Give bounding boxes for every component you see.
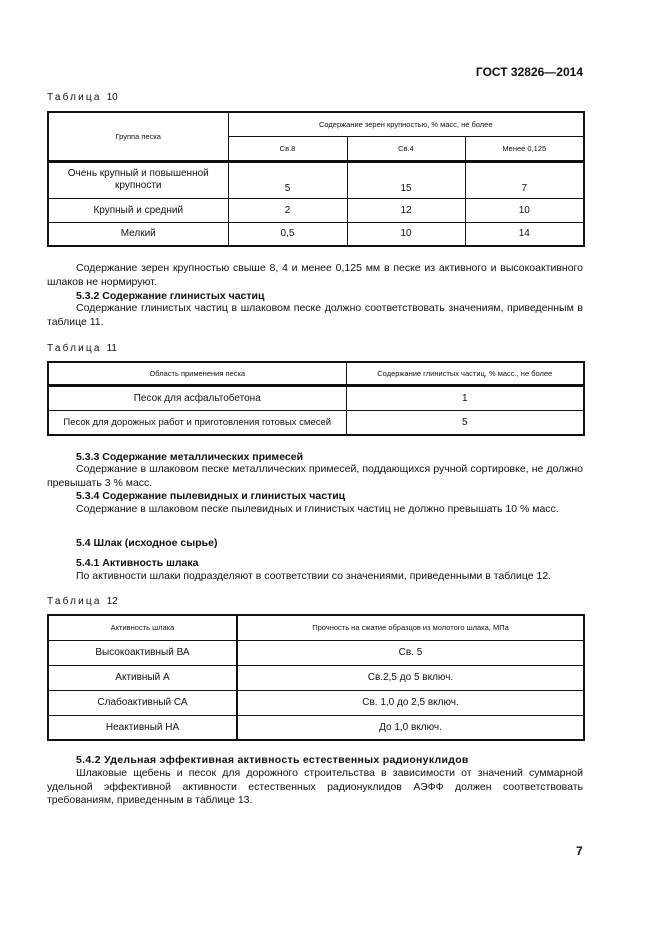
table-caption-word: Таблица: [47, 596, 102, 607]
activity-cell: Активный А: [48, 665, 237, 690]
strength-cell: Св.2,5 до 5 включ.: [237, 665, 584, 690]
value-cell: 7: [465, 161, 584, 198]
value-cell: 2: [228, 198, 347, 222]
header-over-8: Св.8: [228, 136, 347, 161]
strength-cell: Св. 5: [237, 640, 584, 665]
paragraph-5-4-1: По активности шлаки подразделяют в соответствии со значениями, приведенными в таблице 12.: [76, 570, 552, 582]
table-10-caption: [47, 92, 118, 103]
header-application-area: Область применения песка: [48, 362, 346, 385]
table-12-caption: [47, 596, 118, 607]
value-cell: 1: [346, 385, 584, 410]
table-row: [48, 410, 584, 435]
application-cell: Песок для дорожных работ и приготовления готовых смесей: [48, 410, 346, 435]
table-12: [47, 614, 585, 741]
table-caption-word: Таблица: [47, 343, 102, 354]
table-row: [48, 198, 584, 222]
value-cell: 10: [465, 198, 584, 222]
activity-cell: Высокоактивный ВА: [48, 640, 237, 665]
table-11: [47, 361, 585, 436]
heading-5-3-2: 5.3.2 Содержание глинистых частиц: [76, 290, 265, 302]
heading-5-4-1: 5.4.1 Активность шлака: [76, 557, 199, 569]
heading-5-4-2: 5.4.2 Удельная эффективная активность естественных радионуклидов: [76, 754, 469, 766]
heading-5-4: 5.4 Шлак (исходное сырье): [76, 537, 218, 549]
header-slag-activity: Активность шлака: [48, 615, 237, 640]
strength-cell: До 1,0 включ.: [237, 715, 584, 740]
value-cell: 14: [465, 222, 584, 246]
sand-group-cell: Очень крупный и повышенной крупности: [48, 161, 228, 198]
table-row: [48, 665, 584, 690]
table-caption-word: Таблица: [47, 92, 102, 103]
table-row: [48, 385, 584, 410]
strength-cell: Св. 1,0 до 2,5 включ.: [237, 690, 584, 715]
activity-cell: Неактивный НА: [48, 715, 237, 740]
value-cell: 5: [228, 161, 347, 198]
header-clay-content: Содержание глинистых частиц, % масс., не более: [346, 362, 584, 385]
paragraph-5-3-2: Содержание глинистых частиц в шлаковом песке должно соответствовать значениям, приведенным в таблице 11.: [47, 302, 583, 328]
application-cell: Песок для асфальтобетона: [48, 385, 346, 410]
table-row: [48, 161, 584, 198]
paragraph-5-3-4: Содержание в шлаковом песке пылевидных и глинистых частиц не должно превышать 10 % масс.: [76, 503, 559, 515]
table-caption-number: 11: [106, 343, 117, 354]
table-10: [47, 111, 585, 247]
table-caption-number: 12: [106, 596, 118, 607]
header-under-0125: Менее 0,125: [465, 136, 584, 161]
table-row: [48, 222, 584, 246]
heading-5-3-4: 5.3.4 Содержание пылевидных и глинистых частиц: [76, 490, 346, 502]
value-cell: 12: [347, 198, 465, 222]
page-number: 7: [576, 844, 583, 858]
value-cell: 15: [347, 161, 465, 198]
value-cell: 0,5: [228, 222, 347, 246]
paragraph-5-4-2: Шлаковые щебень и песок для дорожного строительства в зависимости от значений суммарной удельной эффективной активности естественных радионуклидов АЭФФ должен соответствовать требованиям, приведенным в таблице 13.: [47, 767, 583, 806]
header-compressive-strength: Прочность на сжатие образцов из молотого шлака, МПа: [237, 615, 584, 640]
activity-cell: Слабоактивный СА: [48, 690, 237, 715]
table-row: [48, 690, 584, 715]
heading-5-3-3: 5.3.3 Содержание металлических примесей: [76, 451, 304, 463]
header-grain-content: Содержание зерен крупностью, % масс, не более: [228, 112, 584, 136]
table-row: [48, 640, 584, 665]
table-row: [48, 715, 584, 740]
table-caption-number: 10: [106, 92, 118, 103]
paragraph-grain-note: Содержание зерен крупностью свыше 8, 4 и менее 0,125 мм в песке из активного и высокоактивного шлаков не нормируют.: [47, 262, 583, 288]
header-over-4: Св.4: [347, 136, 465, 161]
document-standard-number: ГОСТ 32826—2014: [475, 65, 583, 79]
value-cell: 10: [347, 222, 465, 246]
header-sand-group: Группа песка: [48, 112, 228, 161]
sand-group-cell: Крупный и средний: [48, 198, 228, 222]
paragraph-5-3-3: Содержание в шлаковом песке металлических примесей, поддающихся ручной сортировке, не должно превышать 3 % масс.: [47, 463, 583, 489]
sand-group-cell: Мелкий: [48, 222, 228, 246]
value-cell: 5: [346, 410, 584, 435]
table-11-caption: [47, 343, 117, 354]
